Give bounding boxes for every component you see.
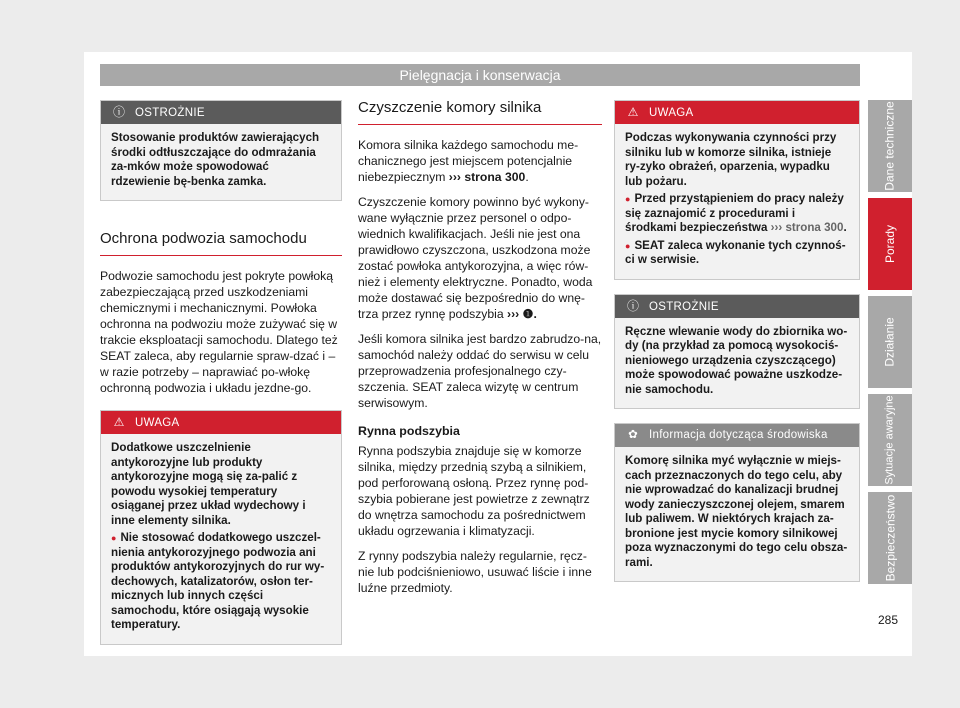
warning-header: ⚠ UWAGA [615,101,859,124]
caution-box [614,294,860,410]
subheading: Rynna podszybia [358,424,460,438]
page-number: 285 [878,613,899,627]
environment-box [614,423,860,582]
environment-body [615,447,859,581]
page-reference-link[interactable]: ››› strona 300 [448,170,526,184]
caution-text: Ręczne wlewanie wody do zbiornika wo-dy (na przykład za pomocą wysokociś-nieniowego urządzenia czyszczącego) może spowodować poważne uszkodze-nie samochodu. [625,324,848,396]
caution-body [101,124,341,200]
column-2 [358,100,602,605]
warning-reference-link[interactable]: ››› ❶. [507,307,537,321]
tab-dane-techniczne[interactable]: Dane techniczne [868,100,912,192]
caution-body [615,318,859,409]
paragraph: Rynna podszybia znajduje się w komorze silnika, między przednią szybą a silnikiem, pod perforowaną osłoną. Przez rynnę pod-szybia pobierane jest powietrze z zewnątrz do wnętrza samochodu za pośrednictwem układu ogrzewania i klimatyzacji. [358,444,590,538]
warning-bullet: ● Przed przystąpieniem do pracy należy się zaznajomić z procedurami i środkami bezpieczeństwa ››› strona 300. [625,192,849,236]
environment-text: Komorę silnika myć wyłącznie w miejs-cach przeznaczonych do tego celu, aby nie wprowadzać do kanalizacji brudnej wody zanieczyszczonej olejem, smarem lub paliwem. W niektórych krajach za-bronione jest mycie komory silnikowej poza wyznaczonymi do tego celu obsza-rami. [625,454,848,569]
caution-box [100,100,342,201]
paragraph: Jeśli komora silnika jest bardzo zabrudzo-na, samochód należy oddać do serwisu w celu przeprowadzenia profesjonalnego czy-szczenia. SEAT zaleca wizytę w centrum serwisowym. [358,332,602,410]
tab-bezpieczenstwo[interactable]: Bezpieczeństwo [868,492,912,584]
warning-body [615,124,859,279]
tab-porady[interactable]: Porady [868,198,912,290]
warning-bullet: ● Nie stosować dodatkowego uszczel-nienia antykorozyjnego podwozia ani produktów antykorozyjnych do rur wy-dechowych, katalizatorów, osłon ter-micznych lub innych części samochodu, które osiągają wysokie temperatury. [111,531,331,633]
tab-sytuacje-awaryjne[interactable]: Sytuacje awaryjne [868,394,912,486]
tab-dzialanie[interactable]: Działanie [868,296,912,388]
paragraph: Podwozie samochodu jest pokryte powłoką zabezpieczającą przed uszkodzeniami chemicznymi i mechanicznymi. Powłoka ochronna na podwoziu może zużywać się w trakcie eksploatacji samochodu. Dlatego też SEAT zaleca, aby regularnie spraw-dzać i – w razie potrzeby – naprawiać po-włokę ochronną podwozia i układu jezdne-go. [100,269,338,395]
section-title-engine: Czyszczenie komory silnika [358,100,602,125]
warning-body [101,434,341,644]
paragraph: Komora silnika każdego samochodu me-chanicznego jest miejscem potencjalnie niebezpiecznym ››› strona 300. [358,138,579,184]
section-title-underbody: Ochrona podwozia samochodu [100,231,342,256]
paragraph: Z rynny podszybia należy regularnie, ręcz-nie lub podciśnieniowo, usuwać liście i inne luźne przedmioty. [358,549,592,595]
column-1 [100,100,342,659]
warning-triangle-icon: ⚠ [113,415,125,429]
caution-header: ⓘ OSTROŻNIE [615,295,859,318]
info-circle-icon: ⓘ [112,105,125,119]
warning-triangle-icon: ⚠ [627,105,639,119]
page-header: Pielęgnacja i konserwacja [100,64,860,86]
environment-flower-icon: ✿ [628,429,638,441]
warning-header: ⚠ UWAGA [101,411,341,434]
environment-header: ✿ Informacja dotycząca środowiska [615,424,859,447]
warning-box [614,100,860,280]
info-circle-icon: ⓘ [626,298,639,313]
paragraph: Czyszczenie komory powinno być wykony-wane wyłącznie przez personel o odpo-wiednich kwalifikacjach. Jeśli nie jest ona prawidłowo czyszczona, uszkodzona może zostać powłoka antykorozyjna, a więc rów-nież i elementy elektryczne. Ponadto, woda może dostawać się bezpośrednio do wnę-trza przez rynnę podszybia ››› ❶. [358,195,593,321]
warning-text: Podczas wykonywania czynności przy silniku lub w komorze silnika, istnieje ry-zyko obrażeń, oparzenia, wypadku lub pożaru. [625,131,837,188]
caution-header: ⓘ OSTROŻNIE [101,101,341,124]
warning-box [100,410,342,645]
warning-bullet: ● SEAT zaleca wykonanie tych czynnoś-ci w serwisie. [625,239,849,268]
warning-text: Dodatkowe uszczelnienie antykorozyjne lub produkty antykorozyjne mogą się za-palić z powodu wysokiej temperatury osiąganej przez układ wydechowy i inne elementy silnika. [111,441,306,527]
page-reference-link[interactable]: ››› strona 300 [770,221,844,234]
caution-text: Stosowanie produktów zawierających środki odtłuszczające do odmrażania za-mków może spowodować rdzewienie bę-benka zamka. [111,131,320,188]
column-3 [614,100,860,596]
